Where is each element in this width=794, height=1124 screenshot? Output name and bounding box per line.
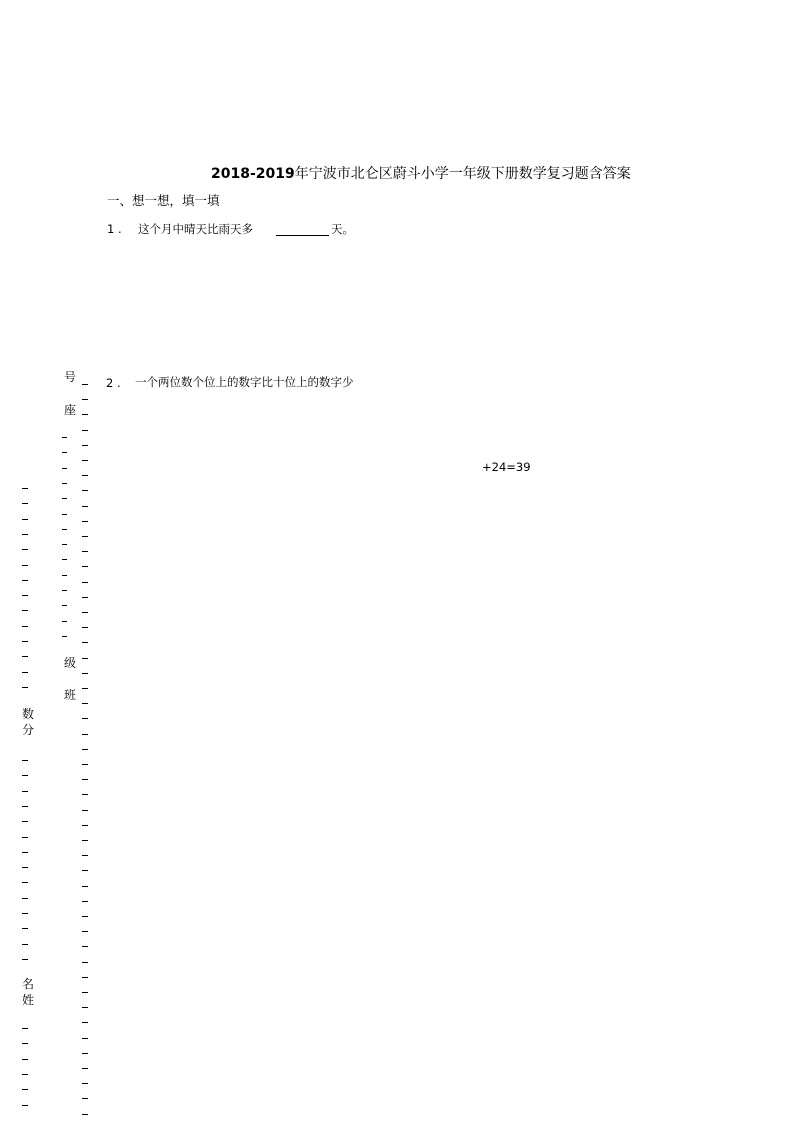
binding-dash — [62, 559, 67, 560]
page-title — [211, 163, 631, 183]
binding-dash — [22, 610, 28, 611]
name-label-char-1: 名 — [22, 977, 35, 991]
binding-dash — [22, 959, 28, 960]
binding-dash — [22, 580, 28, 581]
binding-dash — [62, 529, 67, 530]
binding-dash — [62, 514, 67, 515]
binding-dash — [22, 1043, 28, 1044]
binding-dash — [22, 1028, 28, 1029]
class-label-char-2: 班 — [64, 688, 77, 702]
binding-dash — [82, 840, 88, 841]
binding-dash — [22, 760, 28, 761]
binding-dash — [82, 931, 88, 932]
binding-dash — [62, 483, 67, 484]
binding-dash — [82, 430, 88, 431]
question-1-unit: 天。 — [331, 222, 354, 236]
binding-dash — [82, 916, 88, 917]
question-1-number: 1 . — [107, 222, 122, 236]
binding-dash — [62, 636, 67, 637]
binding-dash — [22, 1089, 28, 1090]
binding-dash — [22, 626, 28, 627]
binding-dash — [22, 821, 28, 822]
binding-dash — [22, 928, 28, 929]
binding-dash — [82, 566, 88, 567]
binding-dash — [22, 1105, 28, 1106]
binding-dash — [82, 901, 88, 902]
binding-dash — [62, 544, 67, 545]
binding-dash — [82, 992, 88, 993]
binding-dash — [82, 490, 88, 491]
binding-dash — [82, 597, 88, 598]
binding-dash — [82, 445, 88, 446]
binding-dash — [82, 658, 88, 659]
binding-dash — [82, 734, 88, 735]
binding-dash — [22, 687, 28, 688]
binding-dash — [22, 641, 28, 642]
score-label-char-2: 分 — [22, 723, 35, 737]
binding-dash — [82, 870, 88, 871]
binding-dash — [22, 488, 28, 489]
binding-dash — [82, 1053, 88, 1054]
binding-dash — [62, 437, 67, 438]
name-label-char-2: 姓 — [22, 993, 35, 1007]
binding-dash — [62, 498, 67, 499]
binding-dash — [82, 414, 88, 415]
binding-dash — [22, 898, 28, 899]
binding-dash — [22, 837, 28, 838]
binding-dash — [22, 565, 28, 566]
binding-dash — [22, 944, 28, 945]
binding-dash — [82, 855, 88, 856]
binding-dash — [82, 506, 88, 507]
binding-dash — [62, 452, 67, 453]
binding-dash — [82, 1068, 88, 1069]
question-2-equation: +24=39 — [482, 460, 531, 474]
binding-dash — [82, 825, 88, 826]
binding-dash — [82, 810, 88, 811]
binding-dash — [22, 1059, 28, 1060]
binding-dash — [82, 460, 88, 461]
binding-dash — [22, 806, 28, 807]
title-year: 2018-2019 — [211, 166, 295, 182]
binding-dash — [82, 627, 88, 628]
question-2-number: 2 . — [106, 376, 121, 390]
binding-dash — [82, 946, 88, 947]
binding-dash — [82, 794, 88, 795]
binding-dash — [82, 673, 88, 674]
seat-no-label-char-1: 号 — [64, 370, 77, 384]
binding-dash — [22, 672, 28, 673]
binding-dash — [82, 718, 88, 719]
section-heading: 一、想一想，填一填 — [107, 193, 220, 208]
binding-dash — [22, 791, 28, 792]
title-text: 年宁波市北仑区蔚斗小学一年级下册数学复习题含答案 — [294, 166, 631, 182]
question-2-text: 一个两位数个位上的数字比十位上的数字少 — [135, 375, 354, 389]
binding-dash — [22, 882, 28, 883]
binding-dash — [82, 384, 88, 385]
binding-dash — [82, 703, 88, 704]
binding-dash — [22, 656, 28, 657]
binding-dash — [82, 582, 88, 583]
binding-dash — [82, 612, 88, 613]
binding-dash — [22, 852, 28, 853]
binding-dash — [82, 1022, 88, 1023]
binding-dash — [82, 764, 88, 765]
binding-dash — [82, 399, 88, 400]
binding-dash — [82, 1098, 88, 1099]
binding-dash — [82, 977, 88, 978]
binding-dash — [22, 503, 28, 504]
binding-dash — [82, 688, 88, 689]
binding-dash — [82, 962, 88, 963]
binding-dash — [82, 475, 88, 476]
binding-dash — [82, 886, 88, 887]
binding-dash — [22, 534, 28, 535]
binding-dash — [22, 775, 28, 776]
question-1-answer-blank[interactable] — [276, 235, 329, 236]
binding-dash — [82, 1007, 88, 1008]
binding-dash — [22, 595, 28, 596]
binding-dash — [82, 1038, 88, 1039]
binding-dash — [22, 549, 28, 550]
binding-dash — [62, 468, 67, 469]
binding-dash — [62, 575, 67, 576]
binding-dash — [82, 749, 88, 750]
binding-dash — [22, 1074, 28, 1075]
seat-no-label-char-2: 座 — [64, 403, 77, 417]
binding-dash — [62, 590, 67, 591]
binding-dash — [82, 536, 88, 537]
score-label-char-1: 数 — [22, 707, 35, 721]
class-label-char-1: 级 — [64, 656, 77, 670]
binding-dash — [82, 779, 88, 780]
binding-dash — [62, 605, 67, 606]
binding-dash — [62, 621, 67, 622]
binding-dash — [22, 913, 28, 914]
question-1-text: 这个月中晴天比雨天多 — [138, 222, 253, 236]
binding-dash — [82, 642, 88, 643]
binding-dash — [22, 867, 28, 868]
binding-dash — [82, 1114, 88, 1115]
binding-dash — [82, 1083, 88, 1084]
binding-dash — [82, 551, 88, 552]
binding-dash — [22, 519, 28, 520]
binding-dash — [82, 521, 88, 522]
